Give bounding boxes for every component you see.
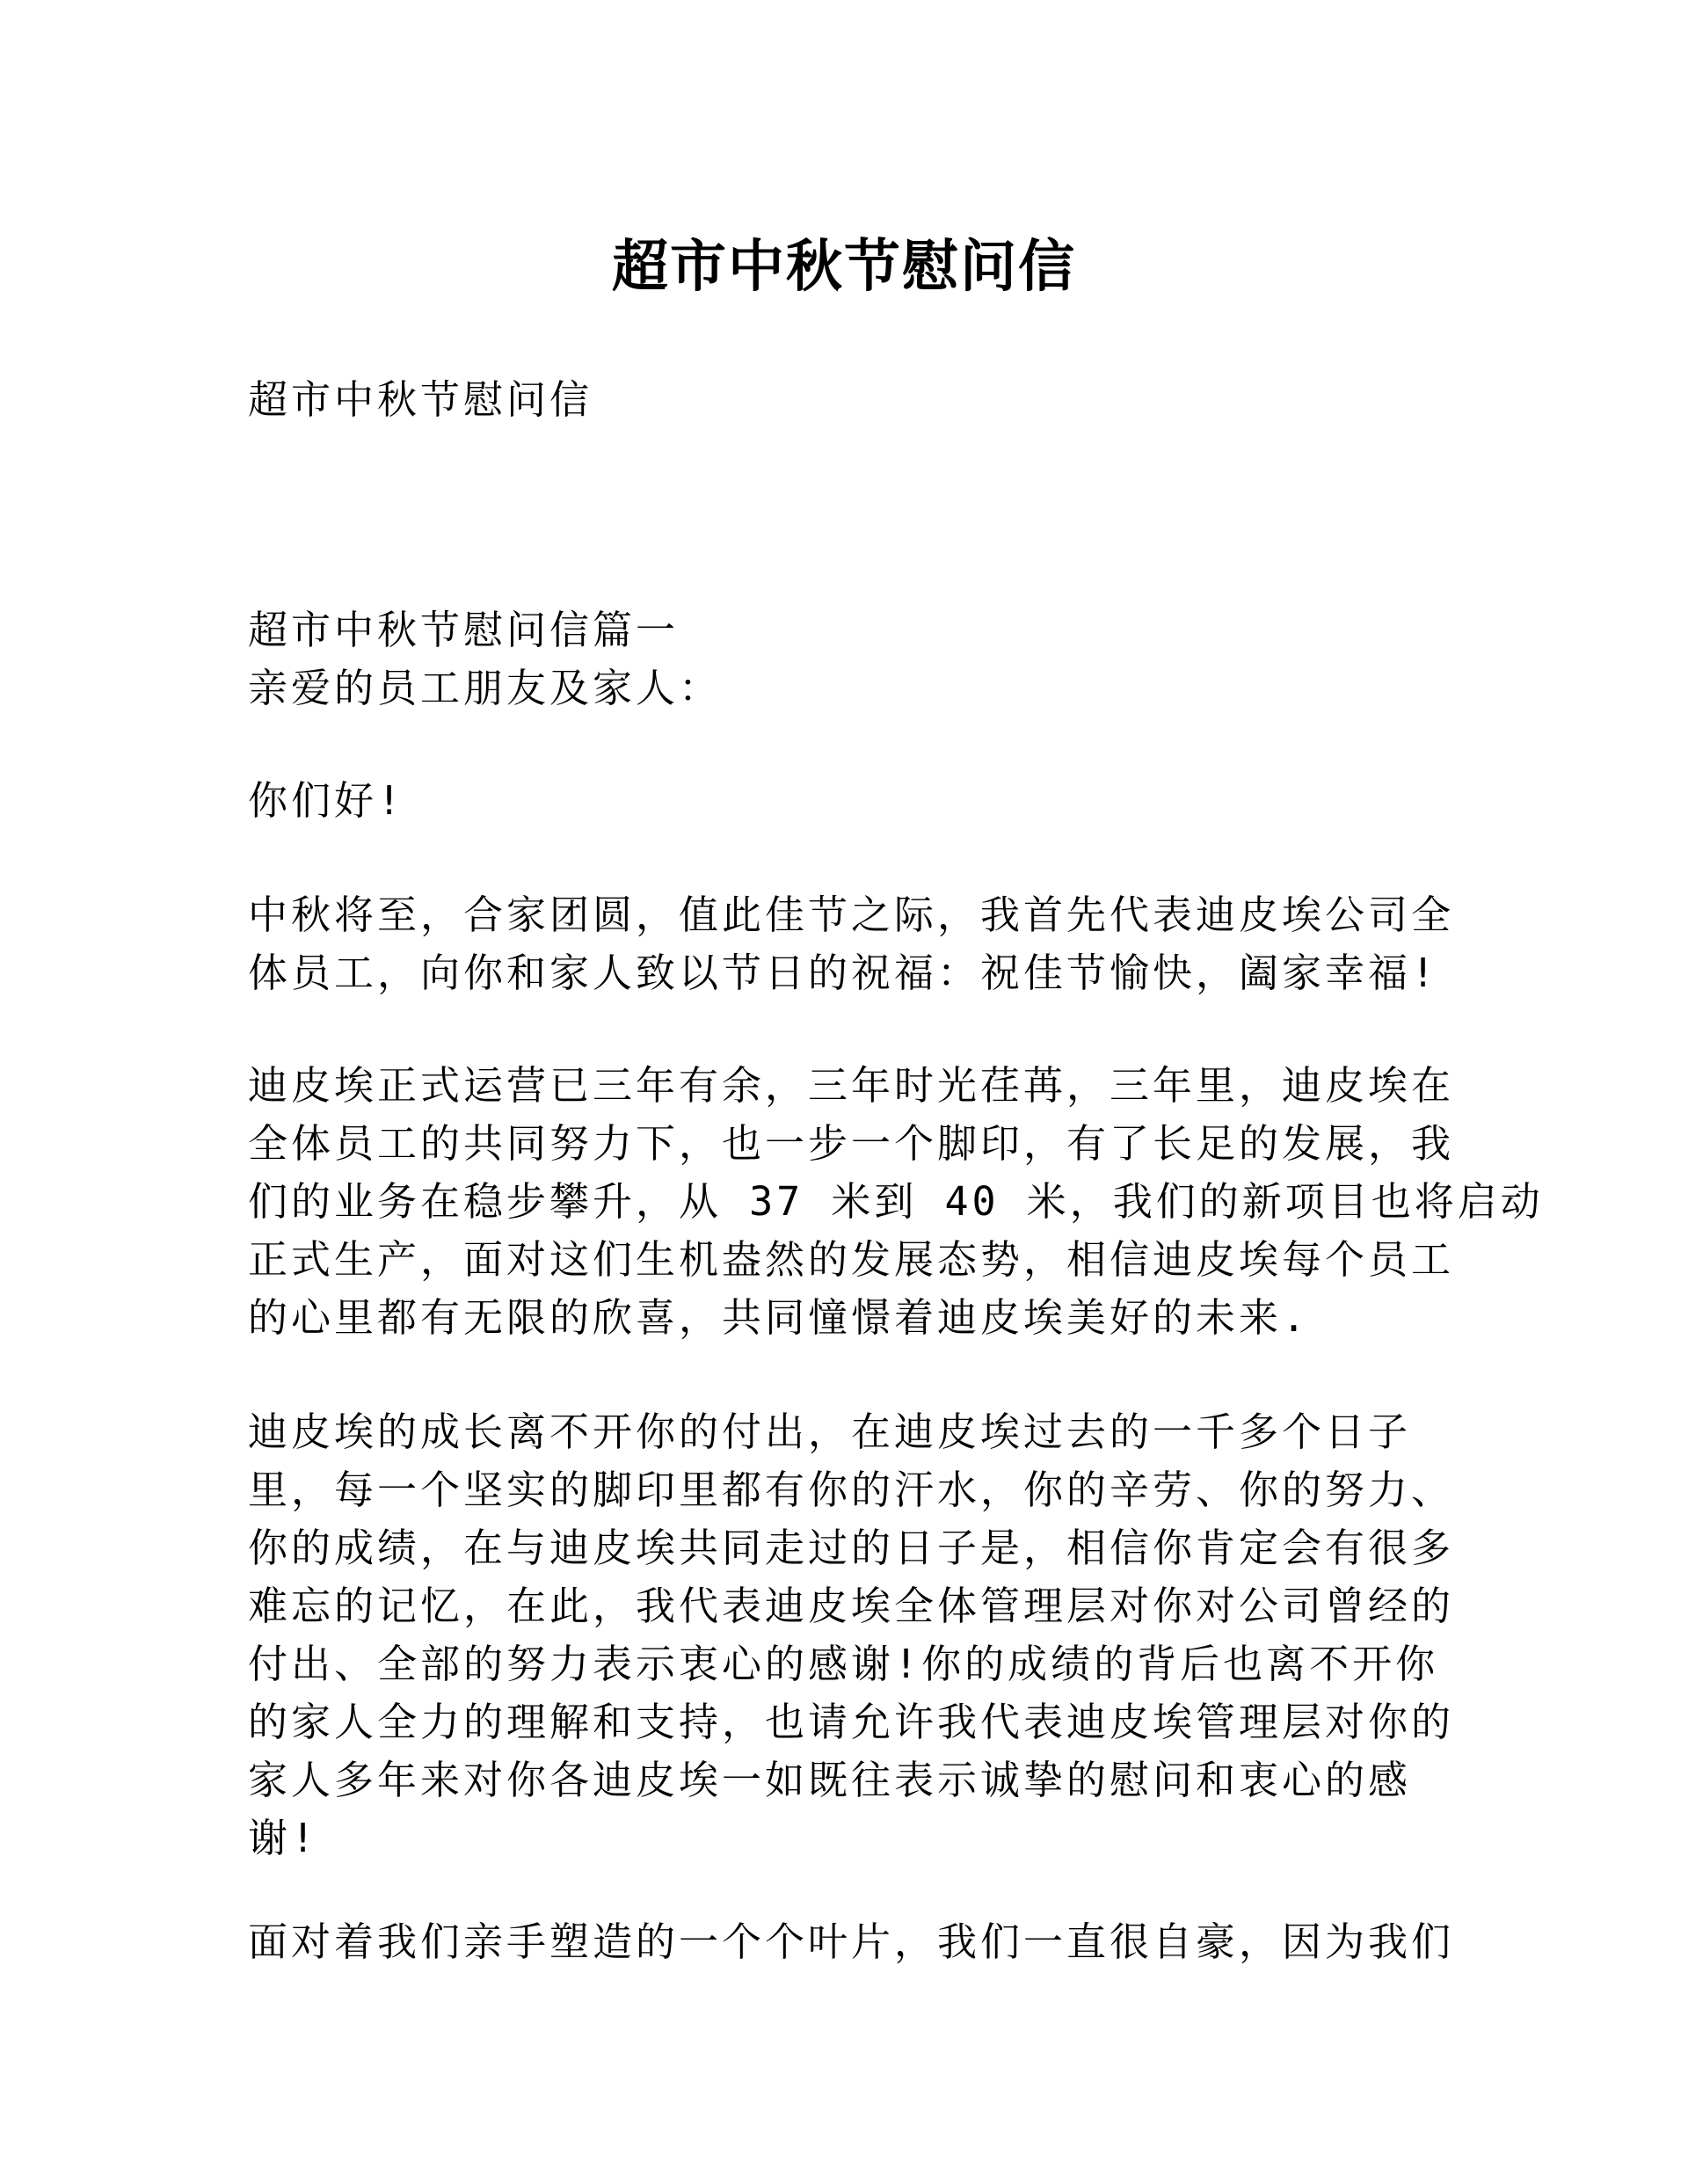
letter-header [248, 601, 1479, 717]
paragraph-2 [248, 1057, 1544, 1347]
paragraph-line: 中秋将至，合家团圆，值此佳节之际，我首先代表迪皮埃公司全 [248, 892, 1455, 938]
paragraph-line: 全体员工的共同努力下，也一步一个脚印，有了长足的发展，我 [248, 1120, 1455, 1167]
paragraph-line: 难忘的记忆，在此，我代表迪皮埃全体管理层对你对公司曾经的 [248, 1583, 1455, 1629]
paragraph-4 [248, 1913, 1479, 1971]
paragraph-1 [248, 886, 1479, 1002]
greeting-block [248, 772, 1479, 830]
paragraph-line: 们的业务在稳步攀升，从 37 米到 40 米，我们的新项目也将启动 [248, 1178, 1544, 1225]
paragraph-line: 你的成绩，在与迪皮埃共同走过的日子是，相信你肯定会有很多 [248, 1525, 1455, 1571]
subtitle-line: 超市中秋节慰问信 [248, 376, 593, 423]
paragraph-line: 面对着我们亲手塑造的一个个叶片，我们一直很自豪，因为我们 [248, 1918, 1455, 1965]
paragraph-line: 家人多年来对你各迪皮埃一如既往表示诚挚的慰问和衷心的感 [248, 1757, 1412, 1803]
paragraph-line: 体员工，向你和家人致以节日的祝福：祝佳节愉快，阖家幸福! [248, 950, 1439, 996]
salutation: 亲爱的员工朋友及家人： [248, 665, 723, 711]
paragraph-line: 迪皮埃正式运营已三年有余，三年时光荏苒，三年里，迪皮埃在 [248, 1062, 1455, 1109]
paragraph-line: 正式生产，面对这们生机盎然的发展态势，相信迪皮埃每个员工 [248, 1236, 1455, 1283]
greeting: 你们好! [248, 777, 405, 824]
paragraph-line: 谢! [248, 1815, 319, 1861]
paragraph-line: 付出、全部的努力表示衷心的感谢!你的成绩的背后也离不开你 [248, 1641, 1439, 1687]
document-title: 超市中秋节慰问信 [612, 234, 1076, 300]
paragraph-line: 的心里都有无限的欣喜，共同憧憬着迪皮埃美好的未来. [248, 1294, 1310, 1341]
paragraph-line: 迪皮埃的成长离不开你的付出，在迪皮埃过去的一千多个日子 [248, 1409, 1412, 1455]
paragraph-3 [248, 1403, 1479, 1867]
paragraph-line: 里，每一个坚实的脚印里都有你的汗水，你的辛劳、你的努力、 [248, 1467, 1455, 1513]
section-heading: 超市中秋节慰问信篇一 [248, 607, 680, 653]
document-subtitle [248, 371, 1479, 429]
paragraph-line: 的家人全力的理解和支持，也请允许我代表迪皮埃管理层对你的 [248, 1699, 1455, 1745]
